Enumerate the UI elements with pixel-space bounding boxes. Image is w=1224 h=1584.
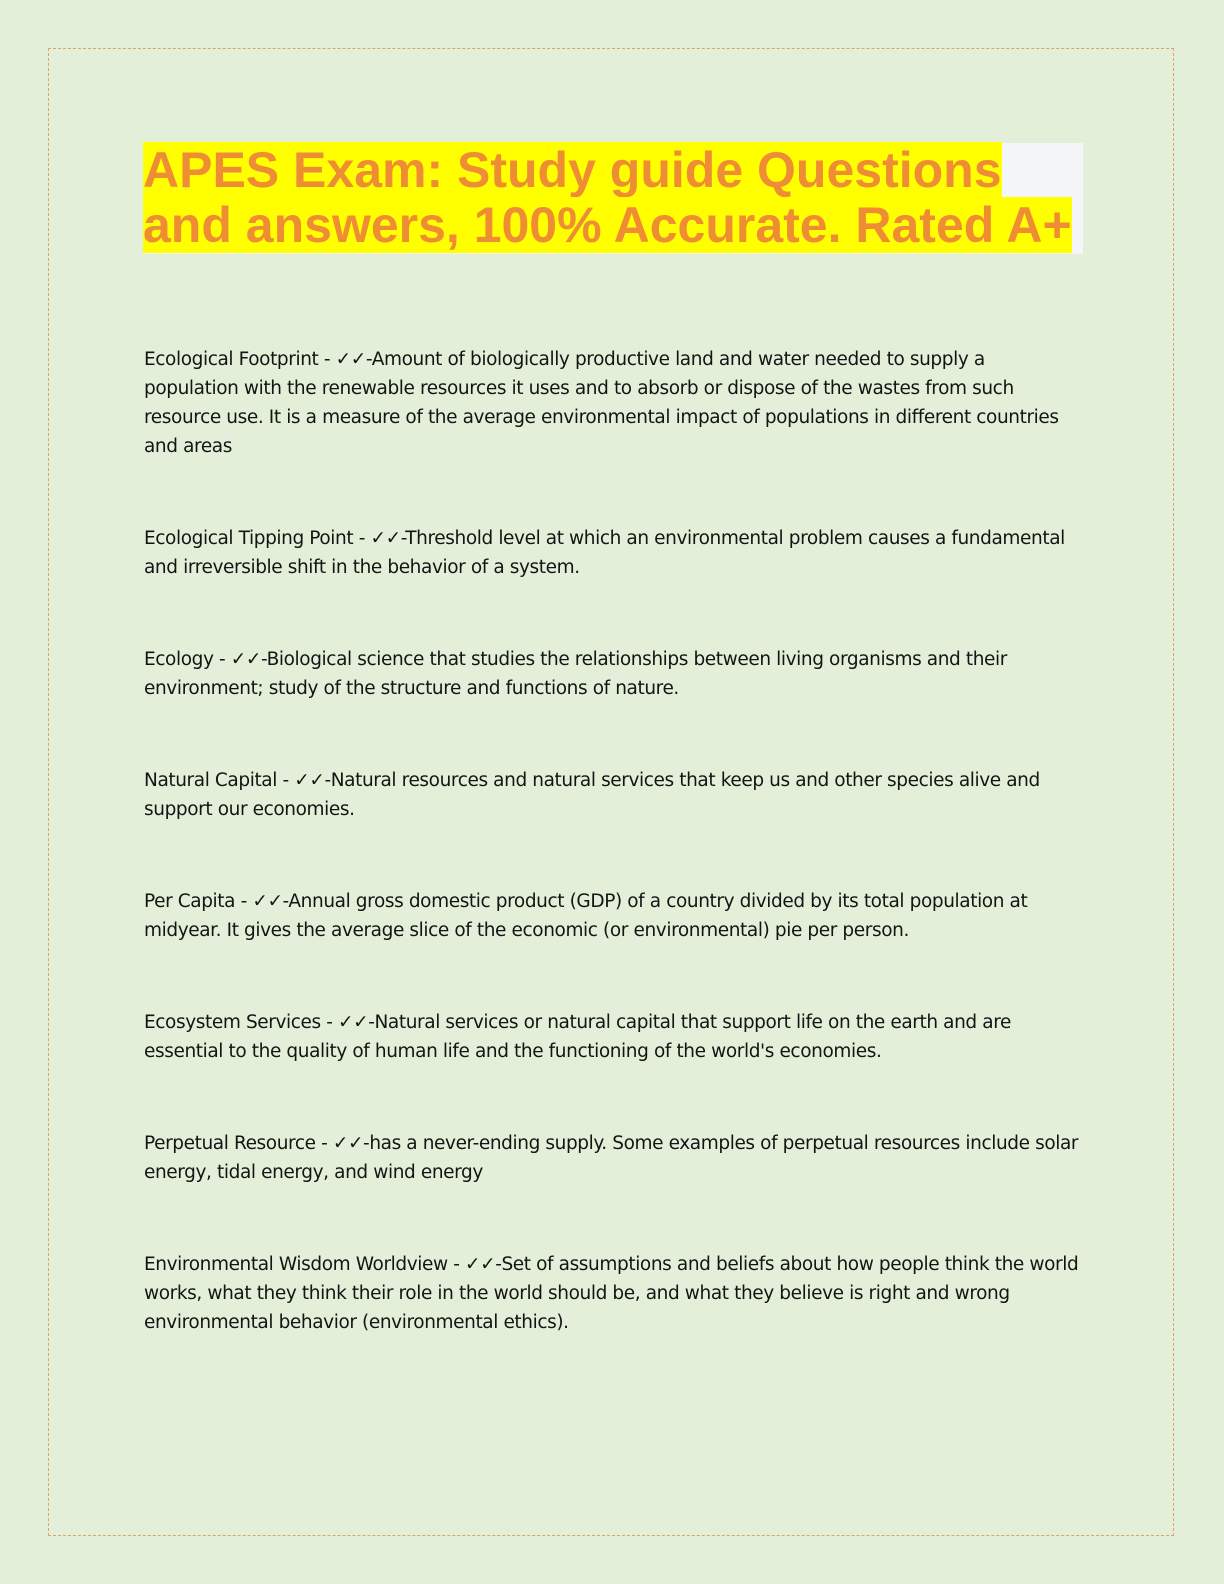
entry-separator: - [320, 1012, 339, 1033]
glossary-entry [144, 1008, 1084, 1066]
glossary-list [144, 345, 1084, 1400]
entry-definition: -Amount of biologically productive land and water needed to supply a population with the renewable resources it uses and to absorb or dispose of the wastes from such resource use. It is a measure of the average environmental impact of populations in different countries and areas [144, 349, 1059, 457]
entry-term: Ecological Footprint [144, 349, 319, 370]
double-check-icon: ✓✓ [230, 649, 261, 670]
glossary-entry [144, 645, 1084, 703]
double-check-icon: ✓✓ [370, 528, 401, 549]
title-highlight: APES Exam: Study guide Questions and answers, 100% Accurate. Rated A+ [143, 142, 1072, 253]
entry-separator: - [353, 528, 371, 549]
entry-definition: -Biological science that studies the relationships between living organisms and their environment; study of the structure and functions of nature. [144, 649, 1007, 699]
entry-term: Per Capita [144, 891, 236, 912]
entry-definition: -Annual gross domestic product (GDP) of a country divided by its total population at midyear. It gives the average slice of the economic (or environmental) pie per person. [144, 891, 1028, 941]
glossary-entry [144, 345, 1084, 461]
entry-term: Ecosystem Services [144, 1012, 321, 1033]
double-check-icon: ✓✓ [294, 770, 325, 791]
glossary-entry [144, 524, 1084, 582]
entry-separator: - [277, 770, 295, 791]
entry-separator: - [235, 891, 253, 912]
entry-separator: - [318, 349, 336, 370]
title-block [143, 143, 1083, 254]
entry-separator: - [447, 1254, 465, 1275]
double-check-icon: ✓✓ [332, 1133, 364, 1154]
entry-definition: -Set of assumptions and beliefs about how people think the world works, what they think their role in the world should be, and what they believe is right and wrong environmental behavior (environmental ethics). [144, 1254, 1079, 1333]
entry-term: Ecological Tipping Point [144, 528, 354, 549]
glossary-entry [144, 766, 1084, 824]
entry-definition: -Natural services or natural capital that support life on the earth and are essential to the quality of human life and the functioning of the world's economies. [144, 1012, 1011, 1062]
glossary-entry [144, 1129, 1084, 1187]
entry-term: Ecology [144, 649, 214, 670]
entry-definition: -Threshold level at which an environmental problem causes a fundamental and irreversible shift in the behavior of a system. [144, 528, 1065, 578]
entry-separator: - [315, 1133, 333, 1154]
double-check-icon: ✓✓ [252, 891, 283, 912]
entry-term: Environmental Wisdom Worldview [144, 1254, 448, 1275]
document-title [143, 143, 1083, 253]
double-check-icon: ✓✓ [338, 1012, 369, 1033]
glossary-entry [144, 1250, 1084, 1337]
double-check-icon: ✓✓ [335, 349, 366, 370]
entry-term: Natural Capital [144, 770, 277, 791]
entry-term: Perpetual Resource [144, 1133, 316, 1154]
double-check-icon: ✓✓ [464, 1254, 496, 1275]
entry-separator: - [213, 649, 231, 670]
entry-definition: -has a never-ending supply. Some examples of perpetual resources include solar energy, tidal energy, and wind energy [144, 1133, 1079, 1183]
glossary-entry [144, 887, 1084, 945]
entry-definition: -Natural resources and natural services that keep us and other species alive and support our economies. [144, 770, 1040, 820]
